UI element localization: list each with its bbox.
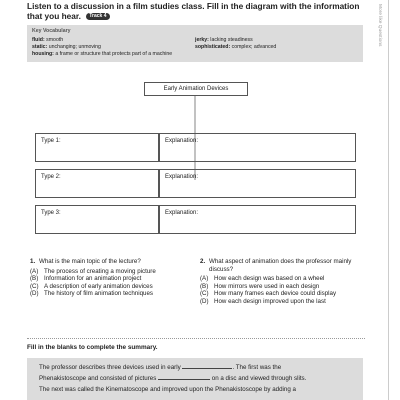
explanation-1-box[interactable] [159,133,356,162]
section-divider [27,338,365,339]
blank-field[interactable] [182,362,232,369]
answer-option[interactable]: (B) Information for an animation project [30,275,142,283]
summary-line: The professor describes three devices used in early . The first was the [39,364,282,371]
answer-option[interactable]: (C) How many frames each device could display [200,290,337,298]
answer-option[interactable]: (A) How each design was based on a wheel [200,275,325,283]
question-number: 2. [200,258,206,265]
summary-box [27,358,363,400]
explanation-1-label: Explanation: [165,138,199,144]
explanation-2-box[interactable] [159,169,356,198]
vocab-item: housing: a frame or structure that protects part of a machine [32,51,173,57]
type-3-box[interactable] [35,205,159,234]
question-stem: What is the main topic of the lecture? [39,258,141,265]
vocab-item: sophisticated: complex; advanced [195,44,277,50]
type-1-box[interactable] [35,133,159,162]
explanation-3-label: Explanation: [165,210,199,216]
vocab-item: jerky: lacking steadiness [195,37,253,43]
fill-in-title: Fill in the blanks to complete the summary. [27,344,158,351]
vocab-item: fluid: smooth [32,37,64,43]
answer-option[interactable]: (D) How each design improved upon the last [200,297,326,305]
diagram-title-box: Early Animation Devices [144,82,248,96]
blank-field[interactable] [158,373,210,380]
summary-line: The next was called the Kinematoscope and improved upon the Phenakistoscope by adding a [39,386,296,393]
explanation-2-label: Explanation: [165,174,199,180]
question-stem: What aspect of animation does the professor mainly discuss? [209,258,352,273]
type-3-label: Type 3: [41,210,61,216]
question-2 [200,258,360,306]
type-2-box[interactable] [35,169,159,198]
explanation-3-box[interactable] [159,205,356,234]
question-1 [30,258,192,298]
type-1-label: Type 1: [41,138,61,144]
track-badge: Track 4 [86,13,109,20]
answer-option[interactable]: (C) A description of early animation devices [30,282,153,290]
answer-option[interactable]: (A) The process of creating a moving picture [30,267,156,275]
instructions-text: Listen to a discussion in a film studies class. Fill in the diagram with the information that you hear. [27,1,360,21]
type-2-label: Type 2: [41,174,61,180]
answer-option[interactable]: (D) The history of film animation techniques [30,290,154,298]
question-number: 1. [30,258,36,265]
summary-line: Phenakistoscope and consisted of pictures on a disc and viewed through slits. [39,375,307,382]
answer-option[interactable]: (B) How mirrors were used in each design [200,282,320,290]
vocab-title: Key Vocabulary [32,28,71,34]
vocab-item: static: unchanging; unmoving [32,44,101,50]
side-section-label: More like Questions [377,4,382,47]
